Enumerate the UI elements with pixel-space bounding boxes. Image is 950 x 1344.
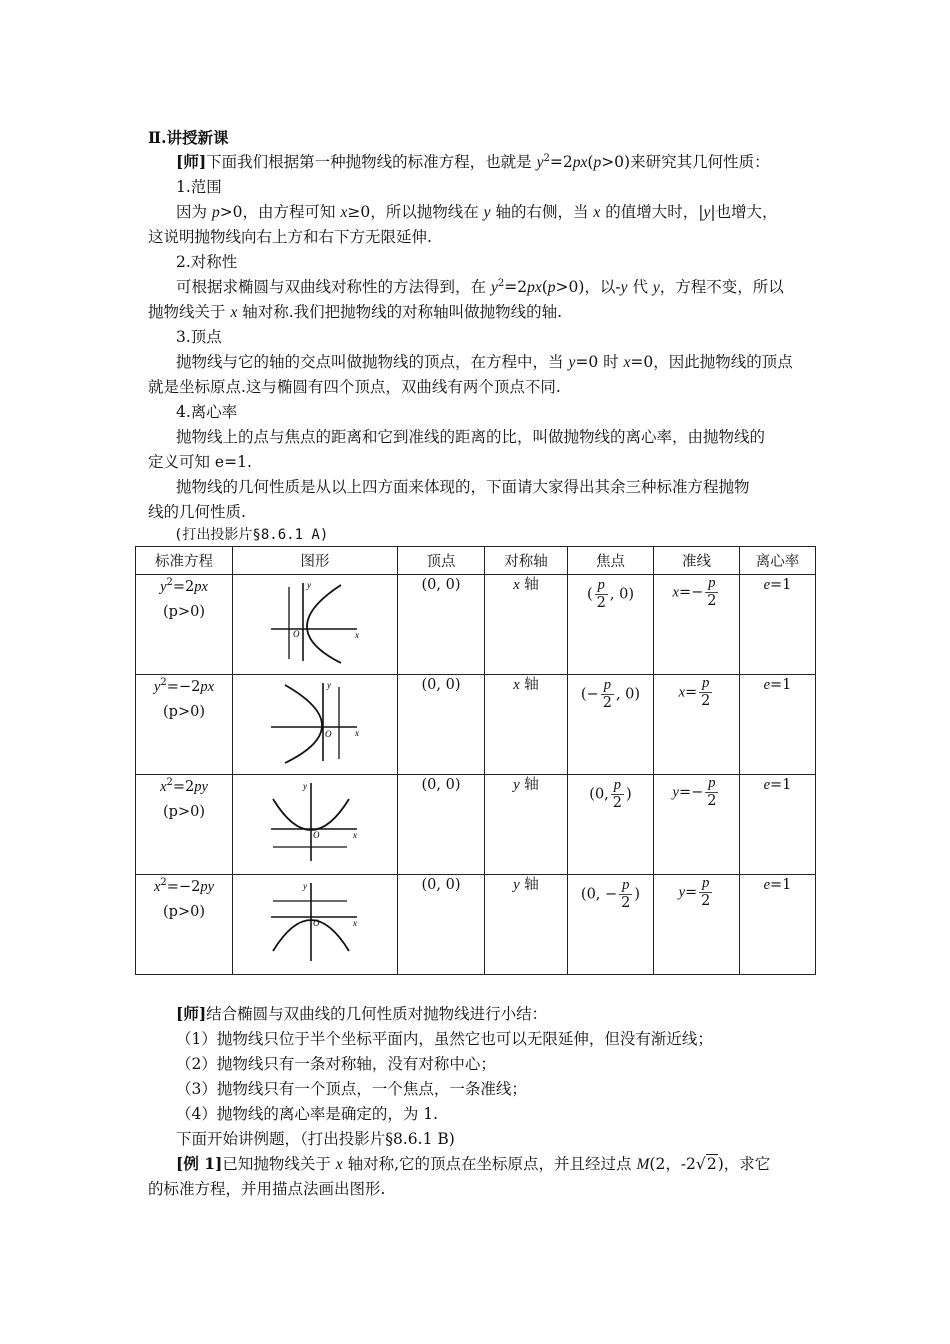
subsection-title-range: 1.范围 <box>176 178 222 196</box>
graph-cell <box>233 675 398 775</box>
summary-item: （1）抛物线只位于半个坐标平面内，虽然它也可以无限延伸，但没有渐近线； <box>176 1030 713 1048</box>
equation-cell: $x^2=-2py$ (p>0) <box>136 875 233 975</box>
equation-cell: $y^2=-2px$ (p>0) <box>136 675 233 775</box>
eccentricity-cell: e=1 <box>740 675 816 775</box>
parabola-up-graph <box>263 779 367 865</box>
vertex-cell: (0, 0) <box>398 875 485 975</box>
eccentricity-cell: e=1 <box>740 875 816 975</box>
symmetry-text-line-2: 抛物线关于 x 轴对称.我们把抛物线的对称轴叫做抛物线的轴. <box>148 303 563 321</box>
svg-text:O: O <box>313 918 320 928</box>
svg-text:y: y <box>307 580 311 590</box>
svg-text:x: x <box>353 918 357 928</box>
example-intro: 下面开始讲例题，（打出投影片§8.6.1 B) <box>176 1130 455 1148</box>
table-row <box>136 875 816 975</box>
summary-item: （2）抛物线只有一条对称轴，没有对称中心； <box>176 1055 496 1073</box>
graph-cell <box>233 775 398 875</box>
transition-text-line-1: 抛物线的几何性质是从以上四方面来体现的，下面请大家得出其余三种标准方程抛物 <box>176 478 750 496</box>
axis-cell: x 轴 <box>485 575 568 675</box>
eccentricity-cell: e=1 <box>740 575 816 675</box>
vertex-cell: (0, 0) <box>398 675 485 775</box>
equation-cell: $x^2=2py$ (p>0) <box>136 775 233 875</box>
focus-cell: (− $\frac{p}{2}$ , 0) <box>568 675 654 775</box>
focus-cell: (0, − $\frac{p}{2}$ ) <box>568 875 654 975</box>
svg-text:y: y <box>303 881 307 891</box>
subsection-title-vertex: 3.顶点 <box>176 328 222 346</box>
range-text-line-2: 这说明抛物线向右上方和右下方无限延伸. <box>148 228 432 246</box>
svg-text:y: y <box>327 680 331 690</box>
eccentricity-text-line-1: 抛物线上的点与焦点的距离和它到准线的距离的比，叫做抛物线的离心率，由抛物线的 <box>176 428 766 446</box>
table-row <box>136 675 816 775</box>
example-1-line-2: 的标准方程，并用描点法画出图形. <box>148 1180 386 1198</box>
vertex-text-line-1: 抛物线与它的轴的交点叫做抛物线的顶点，在方程中，当 y=0 时 x=0，因此抛物线的顶点 <box>176 353 793 371</box>
focus-cell: ( $\frac{p}{2}$ , 0) <box>568 575 654 675</box>
graph-cell <box>233 875 398 975</box>
range-text-line-1: 因为 p>0，由方程可知 x≥0，所以抛物线在 y 轴的右侧，当 x 的值增大时，|y|也增大， <box>176 203 778 221</box>
example-1-line-1: [例 1]已知抛物线关于 x 轴对称,它的顶点在坐标原点，并且经过点 M(2，-2√2)，求它 <box>176 1154 771 1173</box>
vertex-text-line-2: 就是坐标原点.这与椭圆有四个顶点，双曲线有两个顶点不同. <box>148 378 561 396</box>
parabola-left-graph <box>263 679 367 765</box>
vertex-cell: (0, 0) <box>398 775 485 875</box>
directrix-cell: x=− $\frac{p}{2}$ <box>654 575 740 675</box>
equation-cell: $y^2=2px$ (p>0) <box>136 575 233 675</box>
svg-text:x: x <box>353 830 357 840</box>
example-tag: [例 1] <box>176 1154 223 1173</box>
slide-note-a: (打出投影片§8.6.1 A) <box>174 527 329 543</box>
directrix-cell: y= $\frac{p}{2}$ <box>654 875 740 975</box>
svg-text:O: O <box>313 830 320 840</box>
directrix-cell: x= $\frac{p}{2}$ <box>654 675 740 775</box>
graph-cell <box>233 575 398 675</box>
header-directrix: 准线 <box>654 547 740 575</box>
header-equation: 标准方程 <box>136 547 233 575</box>
section-heading: Ⅱ.讲授新课 <box>148 128 229 147</box>
symmetry-text-line-1: 可根据求椭圆与双曲线对称性的方法得到，在 $y^2=2px(p>0)$，以-y 代 y，方程不变，所以 <box>176 278 784 296</box>
header-vertex: 顶点 <box>398 547 485 575</box>
parabola-properties-table <box>135 546 816 975</box>
svg-text:O: O <box>293 629 300 639</box>
subsection-title-eccentricity: 4.离心率 <box>176 403 238 421</box>
subsection-title-symmetry: 2.对称性 <box>176 253 238 271</box>
header-eccentricity: 离心率 <box>740 547 816 575</box>
vertex-cell: (0, 0) <box>398 575 485 675</box>
transition-text-line-2: 线的几何性质. <box>148 503 246 521</box>
directrix-cell: y=− $\frac{p}{2}$ <box>654 775 740 875</box>
header-focus: 焦点 <box>568 547 654 575</box>
teacher-tag: [师] <box>176 1004 207 1023</box>
header-graph: 图形 <box>233 547 398 575</box>
table-row <box>136 775 816 875</box>
svg-text:x: x <box>355 630 359 640</box>
table-header-row <box>136 547 816 575</box>
svg-text:x: x <box>355 728 359 738</box>
summary-item: （3）抛物线只有一个顶点，一个焦点，一条准线； <box>176 1080 527 1098</box>
eccentricity-cell: e=1 <box>740 775 816 875</box>
parabola-right-graph <box>263 579 367 665</box>
parabola-down-graph <box>263 879 367 965</box>
intro-paragraph: [师]下面我们根据第一种抛物线的标准方程，也就是 $y^2=2px(p>0)$来研究其几何性质： <box>176 152 770 171</box>
axis-cell: x 轴 <box>485 675 568 775</box>
table-row <box>136 575 816 675</box>
axis-cell: y 轴 <box>485 875 568 975</box>
summary-item: （4）抛物线的离心率是确定的，为 1. <box>176 1105 439 1123</box>
teacher-tag: [师] <box>176 152 207 171</box>
focus-cell: (0, $\frac{p}{2}$ ) <box>568 775 654 875</box>
axis-cell: y 轴 <box>485 775 568 875</box>
header-axis: 对称轴 <box>485 547 568 575</box>
summary-intro: [师]结合椭圆与双曲线的几何性质对抛物线进行小结： <box>176 1004 548 1023</box>
eccentricity-text-line-2: 定义可知 e=1. <box>148 453 252 471</box>
svg-text:y: y <box>303 781 307 791</box>
svg-text:O: O <box>325 729 332 739</box>
